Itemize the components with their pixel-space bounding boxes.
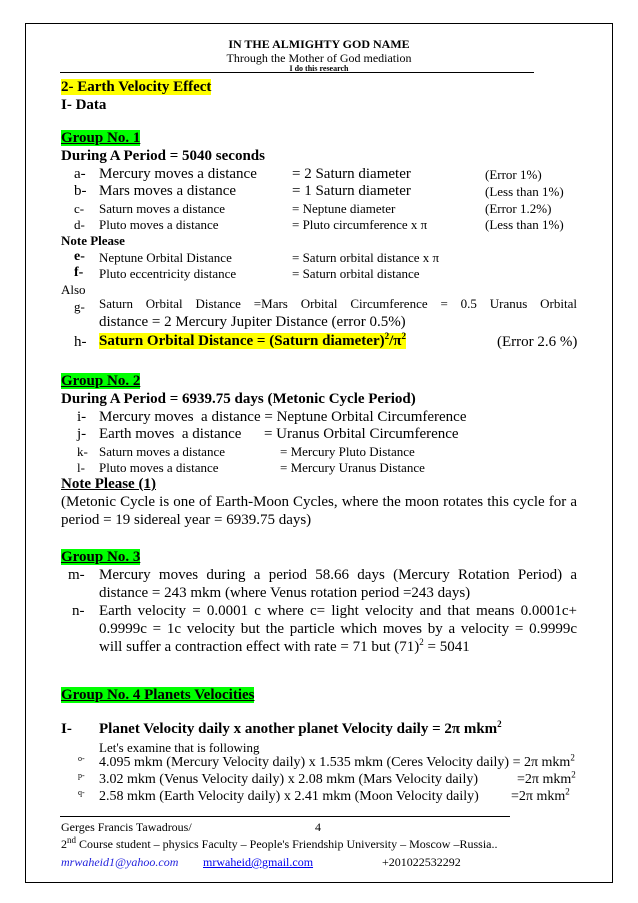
group3-m-line1: Mercury moves during a period 58.66 days (Mercury Rotation Period) a: [99, 567, 577, 583]
row-mid: = Pluto circumference x π: [292, 217, 428, 232]
header-line1: IN THE ALMIGHTY GOD NAME: [228, 37, 410, 51]
row-left: Mercury moves a distance: [99, 166, 257, 182]
row-letter-n: n-: [72, 603, 85, 619]
phone-number: +201022532292: [382, 855, 461, 869]
note-please: Note Please: [61, 233, 125, 248]
h-error: (Error 2.6 %): [497, 334, 578, 350]
row-left: Pluto moves a distance: [99, 217, 219, 232]
row-mid: = Mercury Uranus Distance: [280, 460, 425, 475]
row-letter: c-: [74, 201, 85, 216]
row-left: Pluto moves a distance: [99, 460, 219, 475]
row-left: Mars moves a distance: [99, 183, 237, 199]
row-letter: q-: [78, 788, 85, 797]
row-text: 3.02 mkm (Venus Velocity daily) x 2.08 mkm (Mars Velocity daily): [99, 772, 478, 787]
group1-period: During A Period = 5040 seconds: [61, 148, 265, 164]
group4-i-text: Planet Velocity daily x another planet Velocity daily = 2π mkm$^2$: [99, 719, 502, 737]
row-letter: a-: [74, 166, 86, 182]
row-letter: p-: [78, 771, 85, 780]
row-right: (Less than 1%): [485, 184, 564, 199]
row-letter: f-: [74, 265, 84, 280]
row-left: Saturn moves a distance: [99, 444, 225, 459]
group4-intro: Let's examine that is following: [99, 740, 260, 755]
group2-note-line1: (Metonic Cycle is one of Earth-Moon Cycles, where the moon rotates this cycle for a: [61, 494, 577, 510]
row-letter-m: m-: [68, 567, 85, 583]
row-letter: l-: [77, 460, 85, 475]
row-text: 4.095 mkm (Mercury Velocity daily) x 1.535 mkm (Ceres Velocity daily) = 2π mkm$^2$: [99, 752, 575, 770]
row-text: Earth moves a distance = Uranus Orbital Circumference: [99, 426, 459, 442]
row-mid: = Saturn orbital distance x π: [292, 250, 440, 265]
group1-g-line2: distance = 2 Mercury Jupiter Distance (error 0.5%): [99, 314, 406, 330]
group2-period: During A Period = 6939.75 days (Metonic Cycle Period): [61, 391, 416, 407]
header-line2: Through the Mother of God mediation: [226, 51, 412, 65]
group3-n-line3: will suffer a contraction effect with rate = 71 but $(71)^2 = 5041$: [99, 637, 470, 655]
row-eq: =2π mkm$^2$: [511, 786, 570, 804]
row-letter: b-: [74, 183, 87, 199]
footer-course: 2nd Course student – physics Faculty – People's Friendship University – Moscow –Russia..: [61, 835, 498, 851]
row-right: (Error 1.2%): [485, 201, 552, 216]
row-letter: h-: [74, 334, 87, 350]
row-letter: e-: [74, 249, 85, 264]
group3-title: Group No. 3: [61, 549, 141, 565]
row-left: Neptune Orbital Distance: [99, 250, 232, 265]
header-rule: [60, 72, 534, 73]
group1-g-line1: Saturn Orbital Distance =Mars Orbital Circumference = 0.5 Uranus Orbital: [99, 296, 577, 311]
footer-author: Gerges Francis Tawadrous/: [61, 820, 192, 834]
also-label: Also: [61, 282, 86, 297]
group4-title: Group No. 4 Planets Velocities: [61, 687, 255, 703]
row-left: Saturn moves a distance: [99, 201, 225, 216]
row-mid: = 2 Saturn diameter: [292, 166, 411, 182]
row-left: Pluto eccentricity distance: [99, 266, 237, 281]
group1-title: Group No. 1: [61, 130, 141, 146]
row-mid: = Neptune diameter: [292, 201, 396, 216]
group3-n-line1: Earth velocity = 0.0001 c where c= light velocity and that means 0.0001c+: [99, 603, 577, 619]
email-gmail[interactable]: mrwaheid@gmail.com: [203, 855, 314, 869]
row-letter: j-: [77, 426, 87, 442]
footer-rule: [60, 816, 510, 817]
row-right: (Less than 1%): [485, 217, 564, 232]
group3-n-line2: 0.9999c = 1c velocity but the particle which moves by a velocity = 0.9999c: [99, 621, 577, 637]
row-right: (Error 1%): [485, 167, 542, 182]
row-text: Mercury moves a distance = Neptune Orbital Circumference: [99, 409, 467, 425]
email-yahoo[interactable]: mrwaheid1@yahoo.com: [61, 855, 179, 869]
page-number: 4: [315, 820, 321, 834]
row-letter: o-: [78, 754, 85, 763]
section-title: 2- Earth Velocity Effect: [61, 79, 212, 95]
row-mid: = 1 Saturn diameter: [292, 183, 411, 199]
data-heading: I- Data: [61, 97, 107, 113]
row-letter: k-: [77, 444, 88, 459]
row-eq: =2π mkm$^2$: [517, 769, 576, 787]
row-letter: d-: [74, 217, 85, 232]
group4-i-label: I-: [61, 721, 72, 737]
row-letter: i-: [77, 409, 87, 425]
group2-title: Group No. 2: [61, 373, 141, 389]
row-mid: = Saturn orbital distance: [292, 266, 420, 281]
row-mid: = Mercury Pluto Distance: [280, 444, 415, 459]
group2-note-line2: period = 19 sidereal year = 6939.75 days): [61, 512, 312, 528]
h-highlight: Saturn Orbital Distance = (Saturn $diameter)^2/\pi^2$: [99, 331, 406, 349]
row-text: 2.58 mkm (Earth Velocity daily) x 2.41 mkm (Moon Velocity daily): [99, 789, 479, 804]
group3-m-line2: distance = 243 mkm (where Venus rotation period =243 days): [99, 585, 471, 601]
group2-note: Note Please (1): [61, 476, 156, 492]
header-line3: I do this research: [289, 64, 349, 73]
row-letter-g: g-: [74, 299, 85, 314]
